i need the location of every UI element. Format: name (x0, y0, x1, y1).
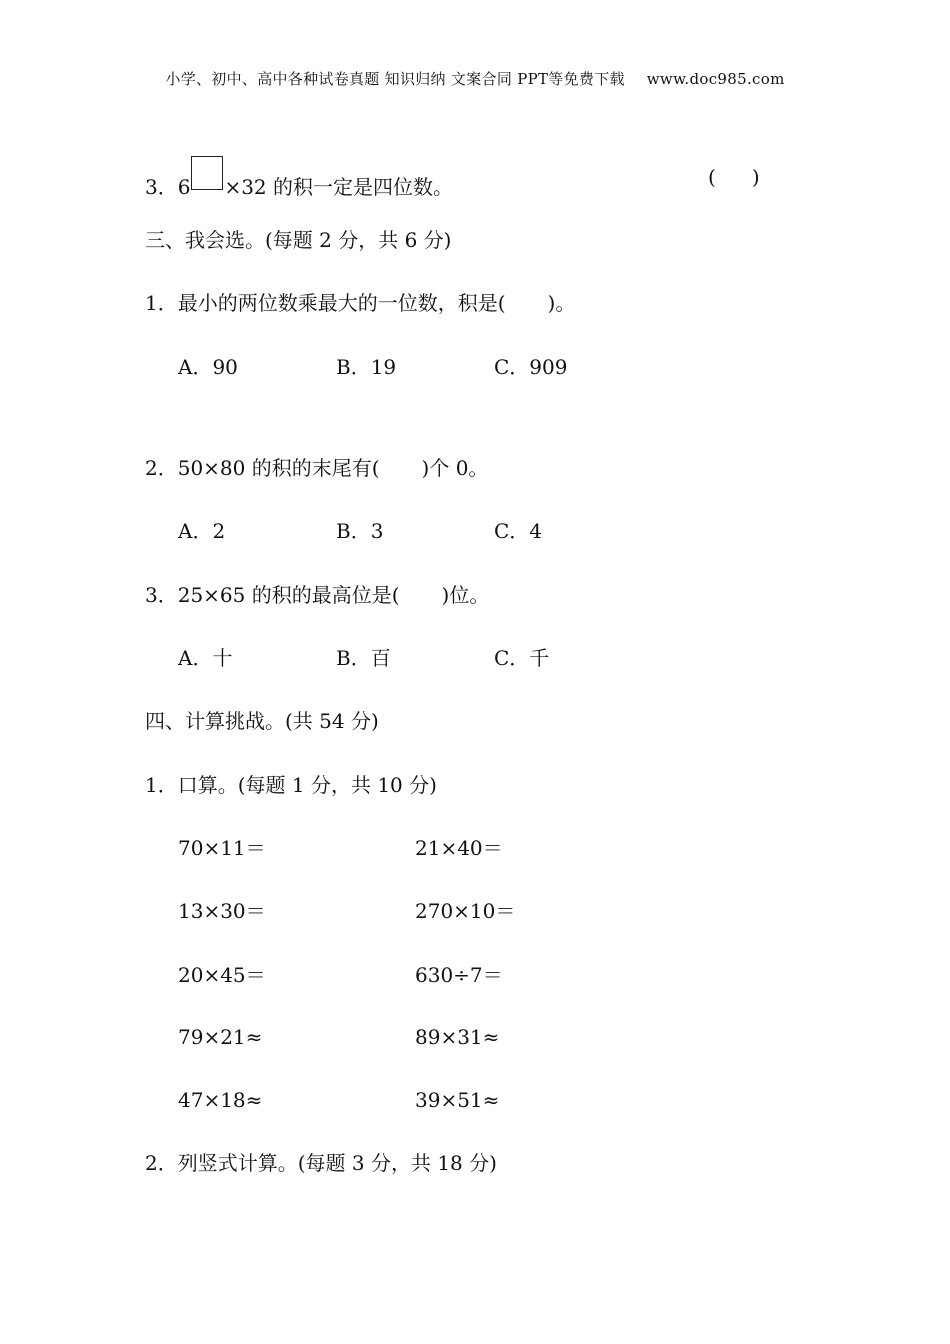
oral-item[interactable]: 630÷7＝ (415, 963, 503, 987)
vertical-calc-title: 2．列竖式计算。(每题 3 分，共 18 分) (145, 1151, 497, 1175)
judge-3-number: 3．6 (145, 175, 191, 199)
choice-question-1 (145, 290, 575, 316)
oral-item[interactable]: 79×21≈ (178, 1025, 263, 1049)
oral-item[interactable]: 270×10＝ (415, 899, 516, 923)
paren-open: ( (708, 165, 716, 189)
q1-option-b[interactable]: B．19 (336, 355, 397, 379)
digit-blank-box[interactable] (191, 156, 223, 190)
q2-option-c[interactable]: C．4 (494, 519, 543, 543)
oral-item[interactable]: 21×40＝ (415, 836, 503, 860)
oral-item[interactable]: 70×11＝ (178, 836, 266, 860)
judge-3-answer-paren[interactable] (708, 164, 760, 190)
header-site: www.doc985.com (646, 70, 785, 88)
header-text: 小学、初中、高中各种试卷真题 知识归纳 文案合同 PPT等免费下载 (165, 70, 625, 88)
oral-item[interactable]: 20×45＝ (178, 963, 266, 987)
q3-stem-end: )位。 (441, 583, 490, 607)
oral-item[interactable]: 13×30＝ (178, 899, 266, 923)
q1-stem: 1．最小的两位数乘最大的一位数，积是( (145, 291, 506, 315)
oral-item[interactable]: 89×31≈ (415, 1025, 500, 1049)
paren-close: ) (751, 165, 760, 189)
choice-question-3 (145, 582, 489, 608)
q3-option-c[interactable]: C．千 (494, 646, 550, 670)
section-3-title: 三、我会选。(每题 2 分，共 6 分) (145, 228, 452, 252)
judge-question-3 (145, 164, 453, 200)
q2-option-b[interactable]: B．3 (336, 519, 384, 543)
q2-stem: 2．50×80 的积的末尾有( (145, 456, 380, 480)
q1-option-c[interactable]: C．909 (494, 355, 568, 379)
q3-stem: 3．25×65 的积的最高位是( (145, 583, 400, 607)
choice-question-2 (145, 455, 488, 481)
judge-3-text: ×32 的积一定是四位数。 (224, 175, 454, 199)
page-header (0, 68, 950, 89)
q2-option-a[interactable]: A．2 (178, 519, 226, 543)
q3-option-a[interactable]: A．十 (178, 646, 233, 670)
oral-item[interactable]: 39×51≈ (415, 1088, 500, 1112)
q3-option-b[interactable]: B．百 (336, 646, 391, 670)
oral-item[interactable]: 47×18≈ (178, 1088, 263, 1112)
oral-calc-title: 1．口算。(每题 1 分，共 10 分) (145, 773, 437, 797)
section-4-title: 四、计算挑战。(共 54 分) (145, 709, 379, 733)
q1-option-a[interactable]: A．90 (178, 355, 238, 379)
q1-stem-end: )。 (547, 291, 576, 315)
q2-stem-end: )个 0。 (421, 456, 489, 480)
